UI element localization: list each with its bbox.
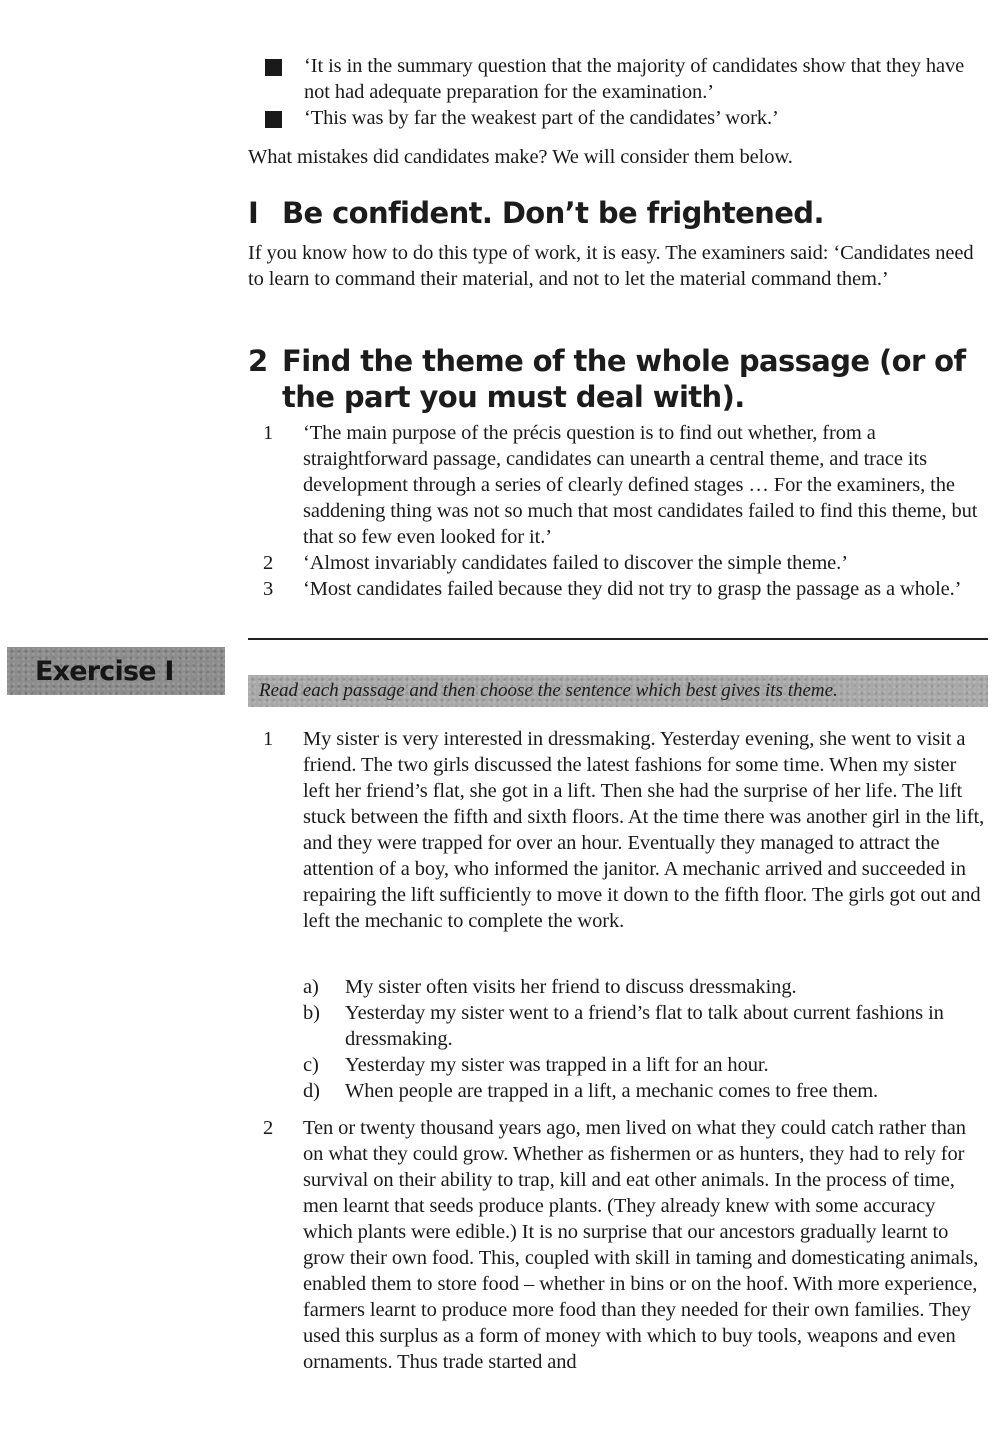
exercise-instruction: Read each passage and then choose the sentence which best gives its theme.: [248, 675, 988, 707]
passage-number: 1: [263, 728, 274, 750]
bullet-item: [248, 105, 988, 131]
passage-row: [248, 726, 988, 934]
section-1-heading: [248, 196, 824, 230]
choice-label: a): [303, 976, 319, 998]
bullet-text: ‘This was by far the weakest part of the candidates’ work.’: [304, 107, 779, 129]
choice-option-b[interactable]: [303, 1000, 993, 1052]
choice-text: Yesterday my sister was trapped in a lift for an hour.: [345, 1054, 769, 1076]
section-title: Be confident. Don’t be frightened.: [282, 196, 824, 230]
exercise-label: Exercise I: [7, 647, 225, 695]
section-2-heading: [248, 343, 966, 415]
bullet-item: [248, 53, 988, 105]
square-bullet-icon: [265, 59, 282, 76]
section-1-body: If you know how to do this type of work, it is easy. The examiners said: ‘Candidates need to learn to command their material, and not to let the material command them.’: [248, 242, 974, 290]
square-bullet-icon: [265, 111, 282, 128]
choice-label: c): [303, 1054, 319, 1076]
quote-number: 1: [263, 422, 274, 444]
examiner-quotes-list: [248, 420, 988, 602]
passage-row: [248, 1115, 988, 1375]
section-title-line-2: the part you must deal with).: [282, 380, 745, 414]
quote-text: ‘Most candidates failed because they did not try to grasp the passage as a whole.’: [303, 578, 962, 600]
section-title-line-1: Find the theme of the whole passage (or of: [282, 344, 966, 378]
choice-label: b): [303, 1002, 320, 1024]
bullet-text: ‘It is in the summary question that the majority of candidates show that they have not had adequate preparation for the examination.’: [304, 55, 965, 103]
section-number: 2: [248, 344, 268, 378]
passage-text: Ten or twenty thousand years ago, men lived on what they could catch rather than on what they could grow. Whether as fishermen or as hunters, they had to rely for survival on their ability to trap, kill and eat other animals. In the process of time, men learnt that seeds produce plants. (They already knew with some accuracy which plants were edible.) It is no surprise that our ancestors gradually learnt to grow their own food. This, coupled with skill in taming and domesticating animals, enabled them to store food – whether in bins or on the hoof. With more experience, farmers learnt to produce more food than they needed for their own families. They used this surplus as a form of money with which to buy tools, weapons and even ornaments. Thus trade started and: [303, 1117, 979, 1373]
intro-bullet-list: [248, 53, 988, 131]
quote-text: ‘The main purpose of the précis question is to find out whether, from a straightforward passage, candidates can unearth a central theme, and trace its development through a series of clearly defined stages … For the examiners, the saddening thing was not so much that most candidates failed to find this theme, but that so few even looked for it.’: [303, 422, 978, 548]
exercise-passage-1: [248, 726, 988, 934]
quote-item: [248, 420, 988, 550]
exercise-passage-2: [248, 1115, 988, 1375]
quote-number: 3: [263, 578, 274, 600]
choice-text: When people are trapped in a lift, a mechanic comes to free them.: [345, 1080, 879, 1102]
passage-number: 2: [263, 1117, 274, 1139]
choice-text: My sister often visits her friend to discuss dressmaking.: [345, 976, 797, 998]
intro-question: What mistakes did candidates make? We will consider them below.: [248, 146, 793, 168]
quote-number: 2: [263, 552, 274, 574]
choice-label: d): [303, 1080, 320, 1102]
section-number: I: [248, 196, 259, 230]
choice-option-d[interactable]: [303, 1078, 993, 1104]
horizontal-rule-divider: [248, 638, 988, 640]
quote-item: [248, 576, 988, 602]
passage-text: My sister is very interested in dressmaking. Yesterday evening, she went to visit a friend. The two girls discussed the latest fashions for some time. When my sister left her friend’s flat, she got in a lift. Then she had the surprise of her life. The lift stuck between the fifth and sixth floors. At the time there was another girl in the lift, and they were trapped for over an hour. Eventually they managed to attract the attention of a boy, who informed the janitor. A mechanic arrived and succeeded in repairing the lift sufficiently to move it down to the fifth floor. The girls got out and left the mechanic to complete the work.: [303, 728, 985, 932]
quote-item: [248, 550, 988, 576]
quote-text: ‘Almost invariably candidates failed to discover the simple theme.’: [303, 552, 848, 574]
choice-option-c[interactable]: [303, 1052, 993, 1078]
choice-text: Yesterday my sister went to a friend’s flat to talk about current fashions in dressmaking.: [345, 1002, 944, 1050]
answer-choices: [303, 974, 993, 1104]
choice-option-a[interactable]: [303, 974, 993, 1000]
